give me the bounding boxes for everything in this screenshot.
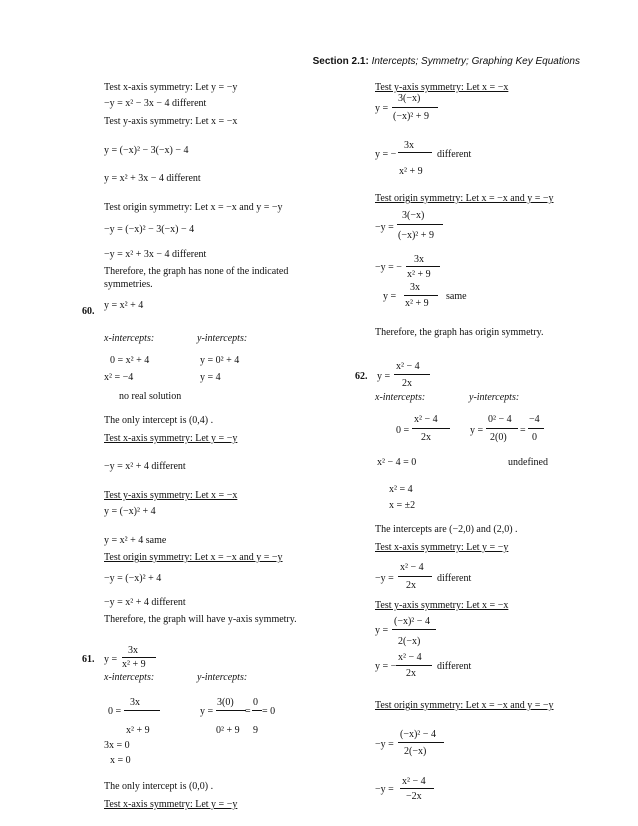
fraction-numerator: −4 xyxy=(529,414,540,425)
fraction-bar xyxy=(398,576,432,577)
fraction-denominator: x² + 9 xyxy=(405,298,429,309)
fraction-numerator: 0 xyxy=(253,697,258,708)
equation: x = ±2 xyxy=(389,500,416,511)
fraction-bar xyxy=(398,742,444,743)
fraction-lhs: y = xyxy=(375,625,389,636)
fraction-denominator: x² + 9 xyxy=(407,269,431,280)
y-intercepts-label: y-intercepts: xyxy=(197,333,248,344)
conclusion: Therefore, the graph has origin symmetry. xyxy=(375,327,544,338)
fraction-bar xyxy=(404,295,438,296)
x-axis-test: Test x-axis symmetry: Let y = −y xyxy=(104,82,238,93)
x-axis-test: Test x-axis symmetry: Let y = −y xyxy=(104,433,238,444)
x-intercepts-label: x-intercepts: xyxy=(375,392,426,403)
result-label: same xyxy=(446,291,467,302)
fraction-numerator: 0² − 4 xyxy=(488,414,512,425)
origin-test: Test origin symmetry: Let x = −x and y = −y xyxy=(104,202,283,213)
fraction-lhs: y = xyxy=(383,291,397,302)
y-axis-test: Test y-axis symmetry: Let x = −x xyxy=(375,600,509,611)
x-axis-test: Test x-axis symmetry: Let y = −y xyxy=(104,799,238,810)
fraction-numerator: x² − 4 xyxy=(400,562,424,573)
fraction-lhs: −y = xyxy=(375,784,394,795)
fraction-denominator: 2(0) xyxy=(490,432,507,443)
fraction-denominator: x² + 9 xyxy=(122,659,146,670)
conclusion: Therefore, the graph will have y-axis symmetry. xyxy=(104,614,297,625)
fraction-denominator: 2x xyxy=(421,432,431,443)
problem-number: 60. xyxy=(82,306,95,317)
fraction-lhs: y = − xyxy=(375,149,397,160)
equation: −y = (−x)² + 4 xyxy=(104,573,162,584)
fraction-denominator: 2(−x) xyxy=(398,636,421,647)
fraction-lhs: 0 = xyxy=(108,706,122,717)
fraction-numerator: 3(−x) xyxy=(398,93,421,104)
fraction-numerator: x² − 4 xyxy=(414,414,438,425)
fraction-bar xyxy=(392,107,438,108)
fraction-numerator: (−x)² − 4 xyxy=(400,729,436,740)
fraction-denominator: x² + 9 xyxy=(399,166,423,177)
fraction-denominator: 9 xyxy=(253,725,258,736)
equation: x² = 4 xyxy=(389,484,413,495)
x-axis-test: Test x-axis symmetry: Let y = −y xyxy=(375,542,509,553)
fraction-numerator: 3(0) xyxy=(217,697,234,708)
intercept-statement: The intercepts are (−2,0) and (2,0) . xyxy=(375,524,518,535)
fraction-bar xyxy=(124,710,160,711)
origin-test: Test origin symmetry: Let x = −x and y = −y xyxy=(375,700,554,711)
equation: x² − 4 = 0 xyxy=(377,457,417,468)
fraction-lhs: y = xyxy=(377,371,391,382)
fraction-bar xyxy=(392,629,436,630)
fraction-bar xyxy=(400,788,434,789)
fraction-bar xyxy=(396,665,432,666)
fraction-numerator: x² − 4 xyxy=(402,776,426,787)
y-axis-test: Test y-axis symmetry: Let x = −x xyxy=(375,82,509,93)
page-header xyxy=(313,56,580,67)
fraction-numerator: 3x xyxy=(410,282,420,293)
equation: y = 0² + 4 xyxy=(200,355,240,366)
fraction-lhs: y = xyxy=(200,706,214,717)
fraction-denominator: (−x)² + 9 xyxy=(398,230,434,241)
equation: no real solution xyxy=(119,391,182,402)
fraction-lhs: y = xyxy=(375,103,389,114)
y-intercepts-label: y-intercepts: xyxy=(469,392,520,403)
equation: 3x = 0 xyxy=(104,740,130,751)
fraction-denominator: 2x xyxy=(406,668,416,679)
problem-number: 61. xyxy=(82,654,95,665)
fraction-bar xyxy=(486,428,518,429)
y-axis-test: Test y-axis symmetry: Let x = −x xyxy=(104,490,238,501)
fraction-bar xyxy=(397,224,443,225)
section-title: Intercepts; Symmetry; Graphing Key Equations xyxy=(371,56,580,67)
fraction-bar xyxy=(528,428,544,429)
fraction-bar xyxy=(398,152,432,153)
result-label: different xyxy=(437,661,472,672)
equation: x² = −4 xyxy=(104,372,134,383)
fraction-lhs: y = − xyxy=(375,661,397,672)
fraction-numerator: (−x)² − 4 xyxy=(394,616,430,627)
fraction-bar xyxy=(394,374,430,375)
fraction-lhs: −y = xyxy=(375,739,394,750)
equation: y = (−x)² − 3(−x) − 4 xyxy=(104,145,189,156)
fraction-numerator: x² − 4 xyxy=(396,361,420,372)
fraction-denominator: −2x xyxy=(406,791,422,802)
fraction-lhs: y = xyxy=(470,425,484,436)
conclusion: Therefore, the graph has none of the indicated xyxy=(104,266,289,277)
fraction-denominator: 2(−x) xyxy=(404,746,427,757)
equals-sign: = xyxy=(520,425,526,436)
problem-equation: y = x² + 4 xyxy=(104,300,144,311)
origin-test: Test origin symmetry: Let x = −x and y = −y xyxy=(104,552,283,563)
fraction-denominator: 2x xyxy=(402,378,412,389)
equation: −y = (−x)² − 3(−x) − 4 xyxy=(104,224,195,235)
fraction-bar xyxy=(216,710,246,711)
fraction-numerator: 3x xyxy=(128,645,138,656)
fraction-lhs: −y = xyxy=(375,573,394,584)
result: undefined xyxy=(508,457,548,468)
equation: y = 4 xyxy=(200,372,221,383)
fraction-denominator: 2x xyxy=(406,580,416,591)
equation: y = x² + 3x − 4 different xyxy=(104,173,201,184)
result: = 0 xyxy=(262,706,276,717)
fraction-numerator: 3x xyxy=(404,140,414,151)
equation: −y = x² + 4 different xyxy=(104,461,186,472)
equation: 0 = x² + 4 xyxy=(110,355,150,366)
fraction-denominator: (−x)² + 9 xyxy=(393,111,429,122)
equation: −y = x² − 3x − 4 different xyxy=(104,98,207,109)
fraction-numerator: 3x xyxy=(130,697,140,708)
intercept-statement: The only intercept is (0,4) . xyxy=(104,415,214,426)
equation: −y = x² + 4 different xyxy=(104,597,186,608)
origin-test: Test origin symmetry: Let x = −x and y = −y xyxy=(375,193,554,204)
fraction-denominator: 0² + 9 xyxy=(216,725,240,736)
fraction-numerator: x² − 4 xyxy=(398,652,422,663)
result-label: different xyxy=(437,573,472,584)
x-intercepts-label: x-intercepts: xyxy=(104,672,155,683)
equation: y = (−x)² + 4 xyxy=(104,506,156,517)
fraction-numerator: 3x xyxy=(414,254,424,265)
y-intercepts-label: y-intercepts: xyxy=(197,672,248,683)
fraction-bar xyxy=(412,428,450,429)
fraction-lhs: −y = − xyxy=(375,262,402,273)
fraction-lhs: 0 = xyxy=(396,425,410,436)
equation: −y = x² + 3x − 4 different xyxy=(104,249,207,260)
equation: x = 0 xyxy=(110,755,131,766)
equals-sign: = xyxy=(245,706,251,717)
conclusion: symmetries. xyxy=(104,279,153,290)
fraction-bar xyxy=(252,710,262,711)
x-intercepts-label: x-intercepts: xyxy=(104,333,155,344)
result-label: different xyxy=(437,149,472,160)
section-number: Section 2.1: xyxy=(312,56,369,67)
fraction-bar xyxy=(406,266,440,267)
fraction-numerator: 3(−x) xyxy=(402,210,425,221)
fraction-lhs: −y = xyxy=(375,222,394,233)
intercept-statement: The only intercept is (0,0) . xyxy=(104,781,214,792)
equation: y = x² + 4 same xyxy=(104,535,167,546)
y-axis-test: Test y-axis symmetry: Let x = −x xyxy=(104,116,238,127)
fraction-lhs: y = xyxy=(104,654,118,665)
fraction-bar xyxy=(122,657,156,658)
fraction-denominator: x² + 9 xyxy=(126,725,150,736)
problem-number: 62. xyxy=(355,371,368,382)
fraction-denominator: 0 xyxy=(532,432,537,443)
